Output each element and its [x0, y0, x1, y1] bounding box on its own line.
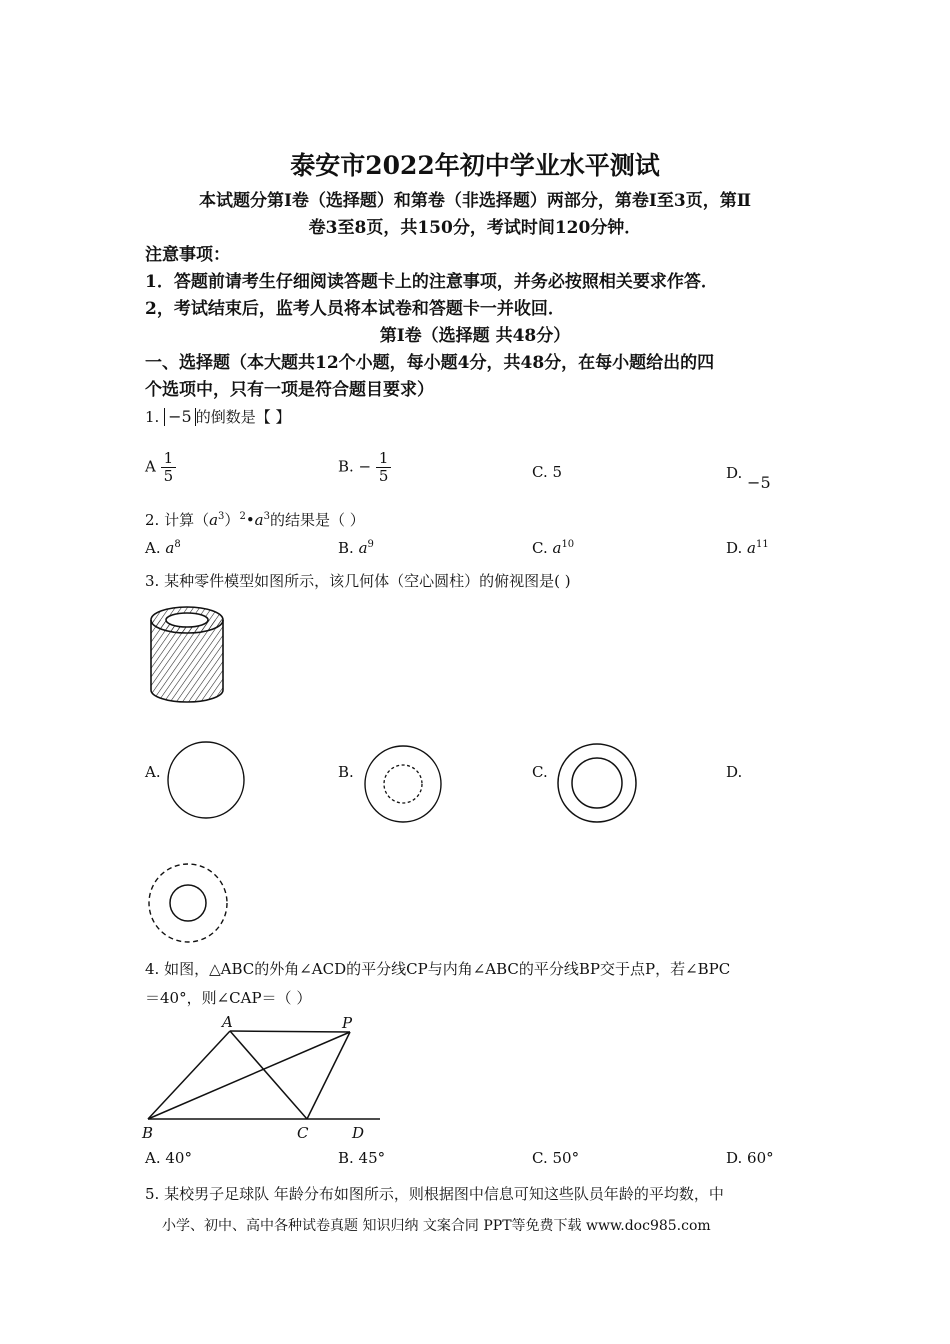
q2-d-var: a	[747, 539, 756, 557]
triangle-geometry-figure	[140, 1012, 385, 1144]
page-footer: 小学、初中、高中各种试卷真题 知识归纳 文案合同 PPT等免费下载 www.doc985.com	[162, 1218, 711, 1234]
q3-stem: 3. 某种零件模型如图所示，该几何体（空心圆柱）的俯视图是( )	[145, 572, 571, 590]
q1-option-b	[338, 450, 391, 485]
label-d: D	[352, 1124, 365, 1142]
q1-abs-value: −5	[164, 408, 196, 426]
q2-option-b	[338, 539, 374, 557]
q2-dot: •	[245, 511, 255, 529]
part1-line-2: 个选项中，只有一项是符合题目要求）	[145, 380, 434, 400]
label-c: C	[297, 1124, 309, 1142]
q2-option-a	[145, 539, 181, 557]
page-title: 泰安市2022年初中学业水平测试	[290, 151, 660, 180]
q3-option-d: D.	[726, 763, 743, 781]
q1-a-num: 1	[161, 450, 177, 468]
q3-option-d-figure	[145, 860, 235, 946]
q1-d-value: −5	[747, 473, 771, 492]
q3-option-c: C.	[532, 763, 548, 781]
q2-d-exp: 11	[755, 539, 769, 550]
label-p: P	[342, 1014, 353, 1032]
q1-option-a	[145, 450, 176, 485]
q2-exp-3b: 3	[263, 511, 270, 522]
q2-prefix: 2. 计算（	[145, 511, 210, 529]
q2-b-exp: 9	[367, 539, 374, 550]
q2-var-1: a	[209, 511, 219, 529]
q2-b-var: a	[358, 539, 368, 557]
q1-b-label: B. −	[338, 457, 372, 476]
q4-option-d: D. 60°	[726, 1149, 774, 1167]
note-1: 1．答题前请考生仔细阅读答题卡上的注意事项，并务必按照相关要求作答．	[145, 272, 718, 292]
section-title: 第Ⅰ卷（选择题 共48分）	[379, 326, 571, 346]
q1-stem	[145, 406, 290, 427]
q3-option-a-figure	[165, 738, 251, 824]
q5-stem: 5. 某校男子足球队 年龄分布如图所示，则根据图中信息可知这些队员年龄的平均数，中	[145, 1185, 724, 1203]
q4-option-b: B. 45°	[338, 1149, 386, 1167]
label-a: A	[222, 1013, 233, 1031]
q2-c-var: a	[552, 539, 562, 557]
part1-line-1: 一、选择题（本大题共12个小题，每小题4分，共48分，在每小题给出的四	[145, 353, 715, 373]
q2-option-d	[726, 539, 769, 557]
q2-a-var: a	[165, 539, 175, 557]
q2-a-exp: 8	[174, 539, 181, 550]
q2-c-exp: 10	[561, 539, 575, 550]
q4-option-c: C. 50°	[532, 1149, 580, 1167]
q3-option-a: A.	[145, 763, 161, 781]
q1-b-num: 1	[376, 450, 392, 468]
intro-line-1: 本试题分第Ⅰ卷（选择题）和第卷（非选择题）两部分，第卷Ⅰ至3页，第Ⅱ	[198, 191, 752, 211]
q2-c-label: C.	[532, 539, 553, 557]
q2-exp-2: 2	[239, 511, 246, 522]
q1-a-fraction	[161, 450, 177, 485]
intro-line-2: 卷3至8页，共150分，考试时间120分钟．	[308, 218, 642, 238]
note-2: 2，考试结束后，监考人员将本试卷和答题卡一并收回．	[145, 299, 565, 319]
q3-option-c-figure	[552, 738, 642, 828]
q1-prefix: 1.	[145, 408, 160, 426]
q1-b-den: 5	[378, 467, 389, 485]
q2-b-label: B.	[338, 539, 359, 557]
q1-option-c: C. 5	[532, 463, 563, 481]
q1-d-label: D.	[726, 464, 743, 482]
q4-stem-line-1: 4. 如图，△ABC的外角∠ACD的平分线CP与内角∠ABC的平分线BP交于点P，若∠BPC	[145, 960, 731, 978]
q1-b-fraction	[376, 450, 392, 485]
hollow-cylinder-figure	[145, 598, 230, 708]
q1-a-label: A	[145, 457, 156, 476]
q2-stem	[145, 509, 365, 530]
label-b: B	[142, 1124, 154, 1142]
q2-a-label: A.	[145, 539, 166, 557]
q2-option-c	[532, 539, 574, 557]
q4-stem-line-2: ＝40°，则∠CAP＝（ ）	[145, 989, 312, 1007]
q1-suffix: 的倒数是【 】	[195, 408, 291, 426]
q1-a-den: 5	[163, 467, 174, 485]
q3-option-b-figure	[360, 741, 446, 827]
q2-d-label: D.	[726, 539, 748, 557]
q2-exp-3a: 3	[218, 511, 225, 522]
q2-suffix: 的结果是（ ）	[270, 511, 365, 529]
q4-option-a: A. 40°	[145, 1149, 192, 1167]
q2-var-2: a	[254, 511, 264, 529]
q3-option-b: B.	[338, 763, 354, 781]
q1-option-d	[726, 463, 771, 492]
notes-title: 注意事项：	[145, 245, 230, 265]
q2-mid: ）	[224, 511, 240, 529]
